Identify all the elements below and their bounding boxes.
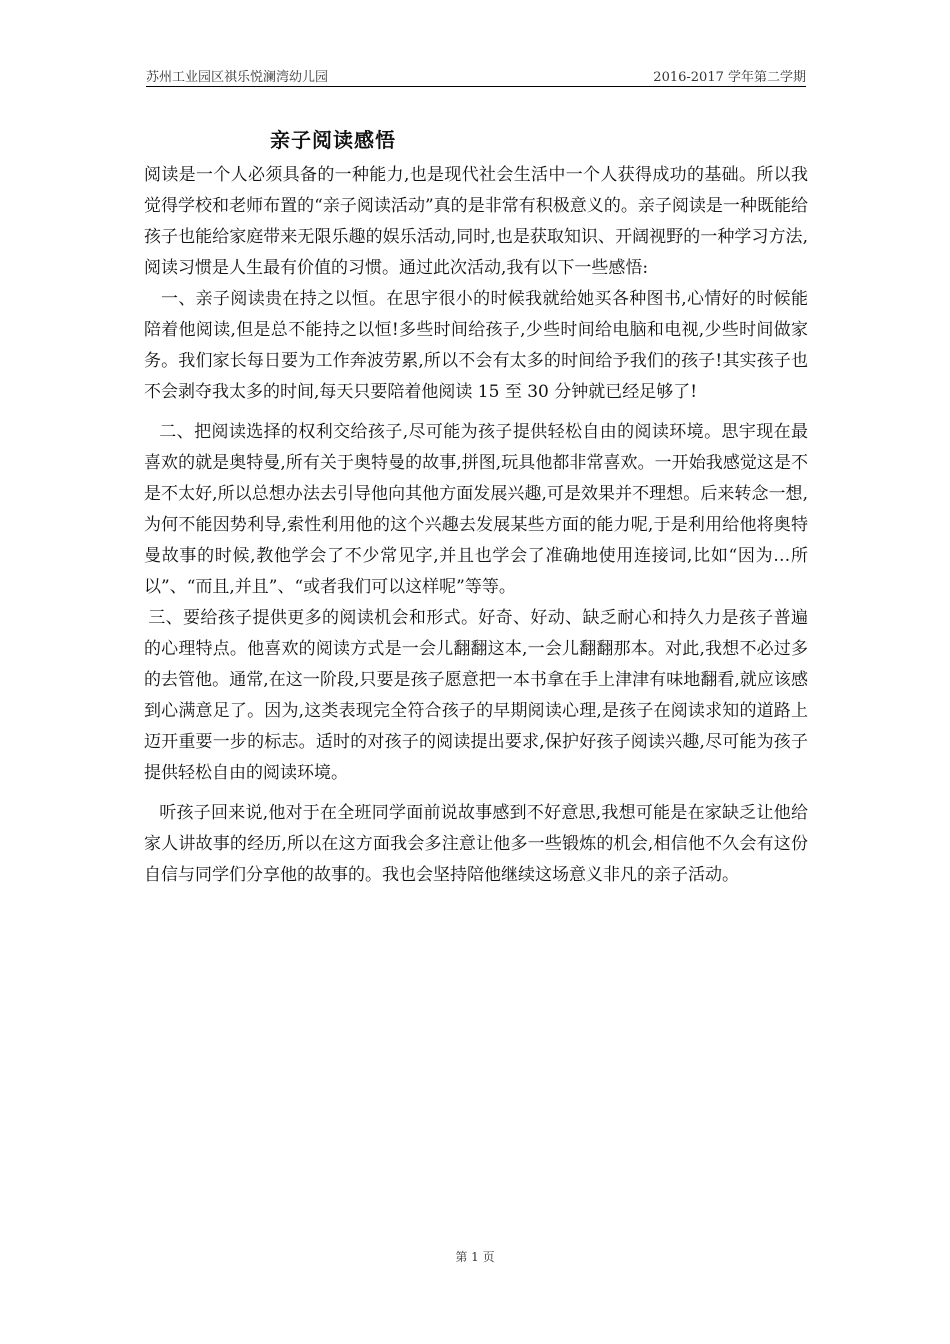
document-body [144, 160, 808, 891]
header-school-name: 苏州工业园区祺乐悦澜湾幼儿园 [146, 70, 329, 85]
document-title: 亲子阅读感悟 [270, 128, 396, 152]
page-number: 第 1 页 [455, 1250, 495, 1264]
paragraph-closing: 听孩子回来说,他对于在全班同学面前说故事感到不好意思,我想可能是在家缺乏让他给家人讲故事的经历,所以在这方面我会多注意让他多一些锻炼的机会,相信他不久会有这份自信与同学们分享他的故事的。我也会坚持陪他继续这场意义非凡的亲子活动。 [144, 803, 808, 885]
paragraph-intro: 阅读是一个人必须具备的一种能力,也是现代社会生活中一个人获得成功的基础。所以我觉得学校和老师布置的“亲子阅读活动”真的是非常有积极意义的。亲子阅读是一种既能给孩子也能给家庭带来无限乐趣的娱乐活动,同时,也是获取知识、开阔视野的一种学习方法,阅读习惯是人生最有价值的习惯。通过此次活动,我有以下一些感悟: [144, 165, 808, 278]
page-header [146, 62, 806, 87]
paragraph-point-one: 一、亲子阅读贵在持之以恒。在思宇很小的时候我就给她买各种图书,心情好的时候能陪着他阅读,但是总不能持之以恒!多些时间给孩子,少些时间给电脑和电视,少些时间做家务。我们家长每日要为工作奔波劳累,所以不会有太多的时间给予我们的孩子!其实孩子也不会剥夺我太多的时间,每天只要陪着他阅读 15 至 30 分钟就已经足够了! [144, 289, 808, 402]
header-semester: 2016-2017 学年第二学期 [653, 70, 806, 85]
paragraph-point-three: 三、要给孩子提供更多的阅读机会和形式。好奇、好动、缺乏耐心和持久力是孩子普遍的心理特点。他喜欢的阅读方式是一会儿翻翻这本,一会儿翻翻那本。对此,我想不必过多的去管他。通常,在这一阶段,只要是孩子愿意把一本书拿在手上津津有味地翻看,就应该感到心满意足了。因为,这类表现完全符合孩子的早期阅读心理,是孩子在阅读求知的道路上迈开重要一步的标志。适时的对孩子的阅读提出要求,保护好孩子阅读兴趣,尽可能为孩子提供轻松自由的阅读环境。 [144, 608, 808, 783]
paragraph-point-two: 二、把阅读选择的权利交给孩子,尽可能为孩子提供轻松自由的阅读环境。思宇现在最喜欢的就是奥特曼,所有关于奥特曼的故事,拼图,玩具他都非常喜欢。一开始我感觉这是不是不太好,所以总想办法去引导他向其他方面发展兴趣,可是效果并不理想。后来转念一想,为何不能因势利导,索性利用他的这个兴趣去发展某些方面的能力呢,于是利用给他将奥特曼故事的时候,教他学会了不少常见字,并且也学会了准确地使用连接词,比如“因为…所以”、“而且,并且”、“或者我们可以这样呢”等等。 [144, 422, 808, 597]
